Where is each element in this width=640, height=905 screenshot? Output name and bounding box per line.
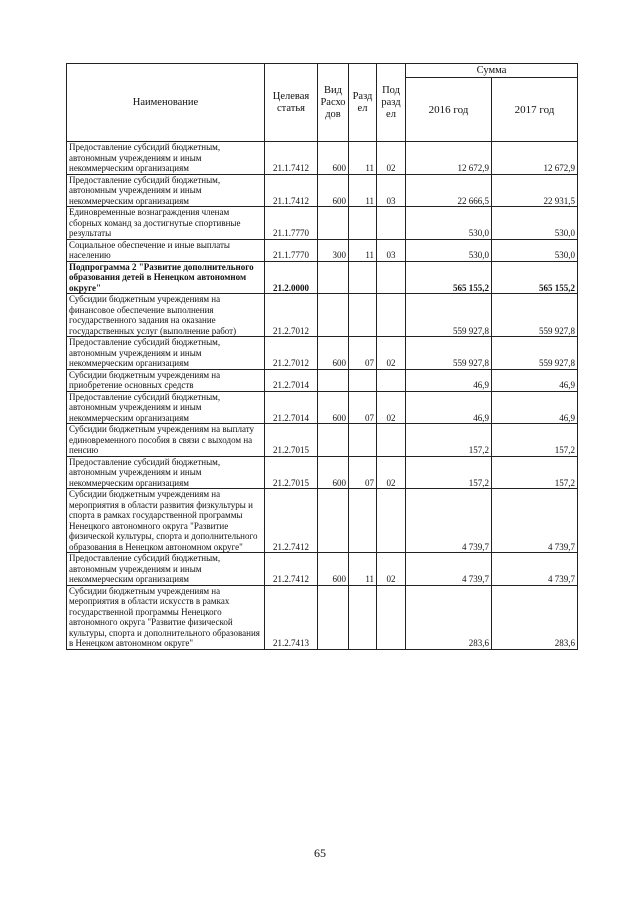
cell-name: Предоставление субсидий бюджетным, автономным учреждениям и иным некоммерческим организациям xyxy=(67,456,265,489)
cell-name: Предоставление субсидий бюджетным, автономным учреждениям и иным некоммерческим организациям xyxy=(67,553,265,586)
cell-section: 11 xyxy=(349,553,377,586)
cell-section: 07 xyxy=(349,337,377,370)
table-row xyxy=(67,489,578,553)
cell-kind: 600 xyxy=(318,142,349,175)
cell-name: Субсидии бюджетным учреждениям на мероприятия в области развития физкультуры и спорта в рамках государственной программы Ненецкого автономного округа "Развитие физической культуры, спорта и дополнительного образования в Ненецком автономном округе" xyxy=(67,489,265,553)
cell-target: 21.2.0000 xyxy=(265,261,318,294)
cell-target: 21.2.7413 xyxy=(265,585,318,649)
cell-kind: 300 xyxy=(318,239,349,261)
table-row xyxy=(67,391,578,424)
cell-section: 11 xyxy=(349,174,377,207)
cell-kind xyxy=(318,207,349,240)
cell-2017: 46,9 xyxy=(492,391,578,424)
table-row xyxy=(67,585,578,649)
cell-target: 21.1.7770 xyxy=(265,239,318,261)
table-header xyxy=(67,64,578,142)
cell-2017: 157,2 xyxy=(492,424,578,457)
cell-name: Субсидии бюджетным учреждениям на финансовое обеспечение выполнения государственного задания на оказание государственных услуг (выполнение работ) xyxy=(67,294,265,337)
cell-2016: 530,0 xyxy=(406,239,492,261)
cell-2017: 283,6 xyxy=(492,585,578,649)
cell-2016: 12 672,9 xyxy=(406,142,492,175)
cell-subsection xyxy=(377,489,406,553)
cell-2016: 157,2 xyxy=(406,424,492,457)
cell-target: 21.2.7015 xyxy=(265,424,318,457)
table-row xyxy=(67,294,578,337)
cell-2016: 559 927,8 xyxy=(406,294,492,337)
cell-section: 11 xyxy=(349,239,377,261)
header-sum: Сумма xyxy=(406,64,578,78)
cell-section: 07 xyxy=(349,391,377,424)
cell-subsection xyxy=(377,369,406,391)
table-body xyxy=(67,142,578,650)
cell-target: 21.2.7015 xyxy=(265,456,318,489)
cell-target: 21.2.7412 xyxy=(265,553,318,586)
cell-section xyxy=(349,369,377,391)
header-name: Наименование xyxy=(67,64,265,142)
table-row xyxy=(67,261,578,294)
cell-2017: 559 927,8 xyxy=(492,337,578,370)
cell-kind xyxy=(318,369,349,391)
cell-2016: 530,0 xyxy=(406,207,492,240)
cell-2016: 283,6 xyxy=(406,585,492,649)
cell-2016: 4 739,7 xyxy=(406,489,492,553)
header-year-2016: 2016 год xyxy=(406,78,492,142)
header-year-2017: 2017 год xyxy=(492,78,578,142)
cell-2016: 22 666,5 xyxy=(406,174,492,207)
cell-subsection xyxy=(377,294,406,337)
cell-name: Социальное обеспечение и иные выплаты населению xyxy=(67,239,265,261)
cell-2017: 559 927,8 xyxy=(492,294,578,337)
cell-kind xyxy=(318,489,349,553)
cell-subsection xyxy=(377,585,406,649)
cell-2017: 157,2 xyxy=(492,456,578,489)
cell-name: Субсидии бюджетным учреждениям на выплату единовременного пособия в связи с выходом на пенсию xyxy=(67,424,265,457)
cell-subsection: 03 xyxy=(377,174,406,207)
page-number: 65 xyxy=(314,846,326,860)
cell-2016: 46,9 xyxy=(406,391,492,424)
cell-2016: 565 155,2 xyxy=(406,261,492,294)
cell-kind xyxy=(318,424,349,457)
header-section: Разд ел xyxy=(349,64,377,142)
cell-target: 21.1.7770 xyxy=(265,207,318,240)
cell-subsection: 02 xyxy=(377,553,406,586)
cell-target: 21.2.7012 xyxy=(265,294,318,337)
cell-target: 21.1.7412 xyxy=(265,174,318,207)
cell-2017: 22 931,5 xyxy=(492,174,578,207)
cell-2017: 565 155,2 xyxy=(492,261,578,294)
header-subsection: Под разд ел xyxy=(377,64,406,142)
cell-section xyxy=(349,424,377,457)
cell-name: Предоставление субсидий бюджетным, автономным учреждениям и иным некоммерческим организациям xyxy=(67,174,265,207)
table-row xyxy=(67,456,578,489)
cell-2017: 530,0 xyxy=(492,207,578,240)
header-target: Целевая статья xyxy=(265,64,318,142)
cell-subsection: 03 xyxy=(377,239,406,261)
table-row xyxy=(67,553,578,586)
cell-subsection: 02 xyxy=(377,337,406,370)
cell-subsection xyxy=(377,424,406,457)
cell-kind: 600 xyxy=(318,553,349,586)
cell-2017: 4 739,7 xyxy=(492,489,578,553)
cell-2017: 530,0 xyxy=(492,239,578,261)
cell-kind: 600 xyxy=(318,337,349,370)
cell-subsection: 02 xyxy=(377,142,406,175)
cell-kind: 600 xyxy=(318,456,349,489)
cell-name: Единовременные вознаграждения членам сборных команд за достигнутые спортивные результаты xyxy=(67,207,265,240)
cell-subsection: 02 xyxy=(377,456,406,489)
cell-subsection: 02 xyxy=(377,391,406,424)
cell-name: Субсидии бюджетным учреждениям на мероприятия в области искусств в рамках государственной программы Ненецкого автономного округа "Развитие физической культуры, спорта и дополнительного образования в Ненецком автономном округе" xyxy=(67,585,265,649)
cell-kind xyxy=(318,261,349,294)
cell-2016: 559 927,8 xyxy=(406,337,492,370)
cell-2017: 12 672,9 xyxy=(492,142,578,175)
cell-section xyxy=(349,489,377,553)
cell-section xyxy=(349,207,377,240)
cell-section: 07 xyxy=(349,456,377,489)
cell-2016: 157,2 xyxy=(406,456,492,489)
cell-section: 11 xyxy=(349,142,377,175)
cell-name: Предоставление субсидий бюджетным, автономным учреждениям и иным некоммерческим организациям xyxy=(67,391,265,424)
cell-2016: 4 739,7 xyxy=(406,553,492,586)
budget-table-container xyxy=(66,63,578,650)
cell-2017: 4 739,7 xyxy=(492,553,578,586)
cell-section xyxy=(349,294,377,337)
cell-subsection xyxy=(377,207,406,240)
cell-target: 21.2.7012 xyxy=(265,337,318,370)
table-row xyxy=(67,207,578,240)
cell-name: Подпрограмма 2 "Развитие дополнительного образования детей в Ненецком автономном округе" xyxy=(67,261,265,294)
cell-target: 21.2.7014 xyxy=(265,391,318,424)
cell-kind xyxy=(318,585,349,649)
cell-name: Предоставление субсидий бюджетным, автономным учреждениям и иным некоммерческим организациям xyxy=(67,142,265,175)
cell-kind: 600 xyxy=(318,174,349,207)
table-row xyxy=(67,174,578,207)
table-row xyxy=(67,142,578,175)
cell-target: 21.1.7412 xyxy=(265,142,318,175)
table-row xyxy=(67,424,578,457)
table-row xyxy=(67,337,578,370)
cell-kind xyxy=(318,294,349,337)
cell-2017: 46,9 xyxy=(492,369,578,391)
cell-section xyxy=(349,585,377,649)
table-row xyxy=(67,239,578,261)
table-row xyxy=(67,369,578,391)
cell-target: 21.2.7014 xyxy=(265,369,318,391)
cell-2016: 46,9 xyxy=(406,369,492,391)
cell-kind: 600 xyxy=(318,391,349,424)
cell-target: 21.2.7412 xyxy=(265,489,318,553)
budget-table xyxy=(66,63,578,650)
cell-name: Предоставление субсидий бюджетным, автономным учреждениям и иным некоммерческим организациям xyxy=(67,337,265,370)
cell-name: Субсидии бюджетным учреждениям на приобретение основных средств xyxy=(67,369,265,391)
cell-section xyxy=(349,261,377,294)
cell-subsection xyxy=(377,261,406,294)
header-kind: Вид Расхо дов xyxy=(318,64,349,142)
